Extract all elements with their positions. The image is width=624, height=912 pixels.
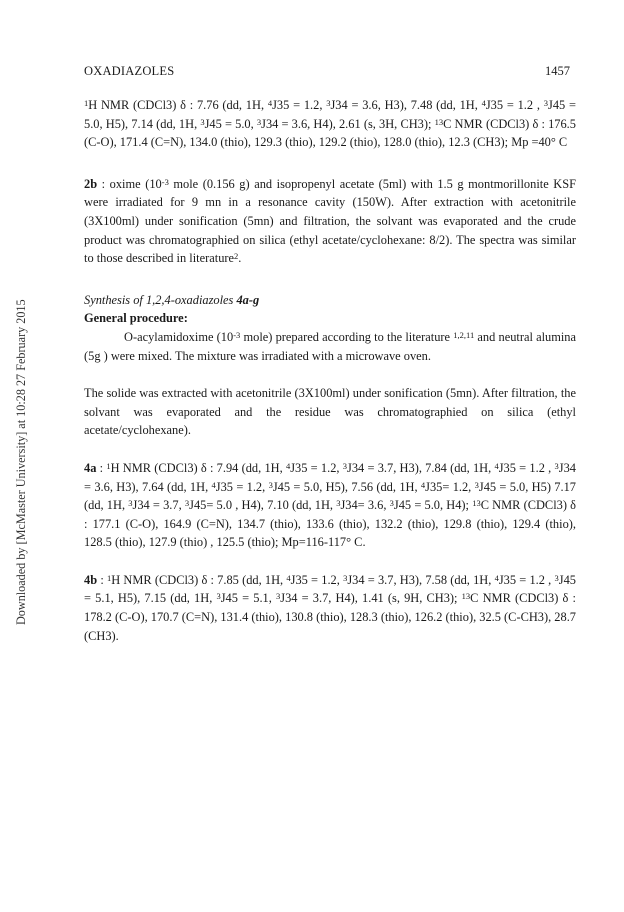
workup-paragraph: The solide was extracted with acetonitrile (3X100ml) under sonification (5mn). After filtration, the solvant was evaporated and the residue was chromatographied on silica (ethyl acetate/cyclohexane). [84, 386, 576, 438]
compound-label-4a: 4a [84, 460, 97, 475]
nmr-data-paragraph-1: $^1$H NMR (CDCl3) δ : 7.76 (dd, 1H, $^4$J35 = 1.2, $^3$J34 = 3.6, H3), 7.48 (dd, 1H, $^4$J35 = 1.2 , $^3$J45 = 5.0, H5), 7.14 (dd, 1H, $^3$J45 = 5.0, $^3$J34 = 3.6, H4), 2.61 (s, 3H, CH3); $^{13}$C NMR (CDCl3) δ : 176.5 (C-O), 171.4 (C=N), 134.0 (thio), 129.3 (thio), 129.2 (thio), 128.0 (thio), 12.3 (CH3); Mp =40° C [84, 98, 576, 150]
compound-label-4b: 4b [84, 572, 98, 587]
synthesis-heading: Synthesis of 1,2,4-oxadiazoles 4a-g [84, 292, 260, 307]
general-procedure-heading: General procedure: [84, 311, 188, 326]
running-header [84, 64, 570, 82]
running-title: OXADIAZOLES [84, 64, 175, 78]
reference-list: 1,2,11 [453, 329, 475, 340]
compound-4a-paragraph: 4a : $^1$H NMR (CDCl3) δ : 7.94 (dd, 1H, $^4$J35 = 1.2, $^3$J34 = 3.7, H3), 7.84 (dd, 1H, $^4$J35 = 1.2 , $^3$J34 = 3.6, H3), 7.64 (dd, 1H, $^4$J35 = 1.2, $^3$J45 = 5.0, H5), 7.56 (dd, 1H, $^4$J35= 1.2, $^3$J45 = 5.0, H5) 7.17 (dd, 1H, $^3$J34 = 3.7, $^3$J45= 5.0 , H4), 7.10 (dd, 1H, $^3$J34= 3.6, $^3$J45 = 5.0, H4); $^{13}$C NMR (CDCl3) δ : 177.1 (C-O), 164.9 (C=N), 134.7 (thio), 133.6 (thio), 132.2 (thio), 129.8 (thio), 129.4 (thio), 128.5 (thio), 127.9 (thio) , 125.5 (thio); Mp=116-117° C. [84, 460, 576, 550]
compound-2b-paragraph: 2b : oxime ($10^{-3}$ mole (0.156 g) and isopropenyl acetate (5ml) with 1.5 g montmorillonite KSF were irradiated for 9 mn in a resonance cavity (150W). After extraction with acetonitrile (3X100ml) under sonification (5mn) and filtration, the solvant was evaporated and the crude product was chromatographied on silica (ethyl acetate/cyclohexane: 8/2). The spectra was similar to those described in literature$^2$. [84, 176, 576, 266]
download-notice: Downloaded by [McMaster University] at 10:28 27 February 2015 [14, 299, 28, 625]
reference-2: 2 [234, 251, 239, 262]
compound-4b-paragraph: 4b : $^1$H NMR (CDCl3) δ : 7.85 (dd, 1H, $^4$J35 = 1.2, $^3$J34 = 3.7, H3), 7.58 (dd, 1H, $^4$J35 = 1.2 , $^3$J45 = 5.1, H5), 7.15 (dd, 1H, $^3$J45 = 5.1, $^3$J34 = 3.7, H4), 1.41 (s, 9H, CH3); $^{13}$C NMR (CDCl3) δ : 178.2 (C-O), 170.7 (C=N), 131.4 (thio), 130.8 (thio), 128.3 (thio), 126.2 (thio), 32.5 (C-CH3), 28.7 (CH3). [84, 572, 576, 643]
page-body [84, 96, 576, 645]
compound-label-2b: 2b [84, 176, 98, 191]
download-watermark [14, 0, 34, 912]
page-number: 1457 [545, 64, 570, 78]
procedure-paragraph: O-acylamidoxime ($10^{-3}$ mole) prepared according to the literature $^{1,2,11}$ and neutral alumina (5g ) were mixed. The mixture was irradiated with a microwave oven. [84, 329, 577, 363]
